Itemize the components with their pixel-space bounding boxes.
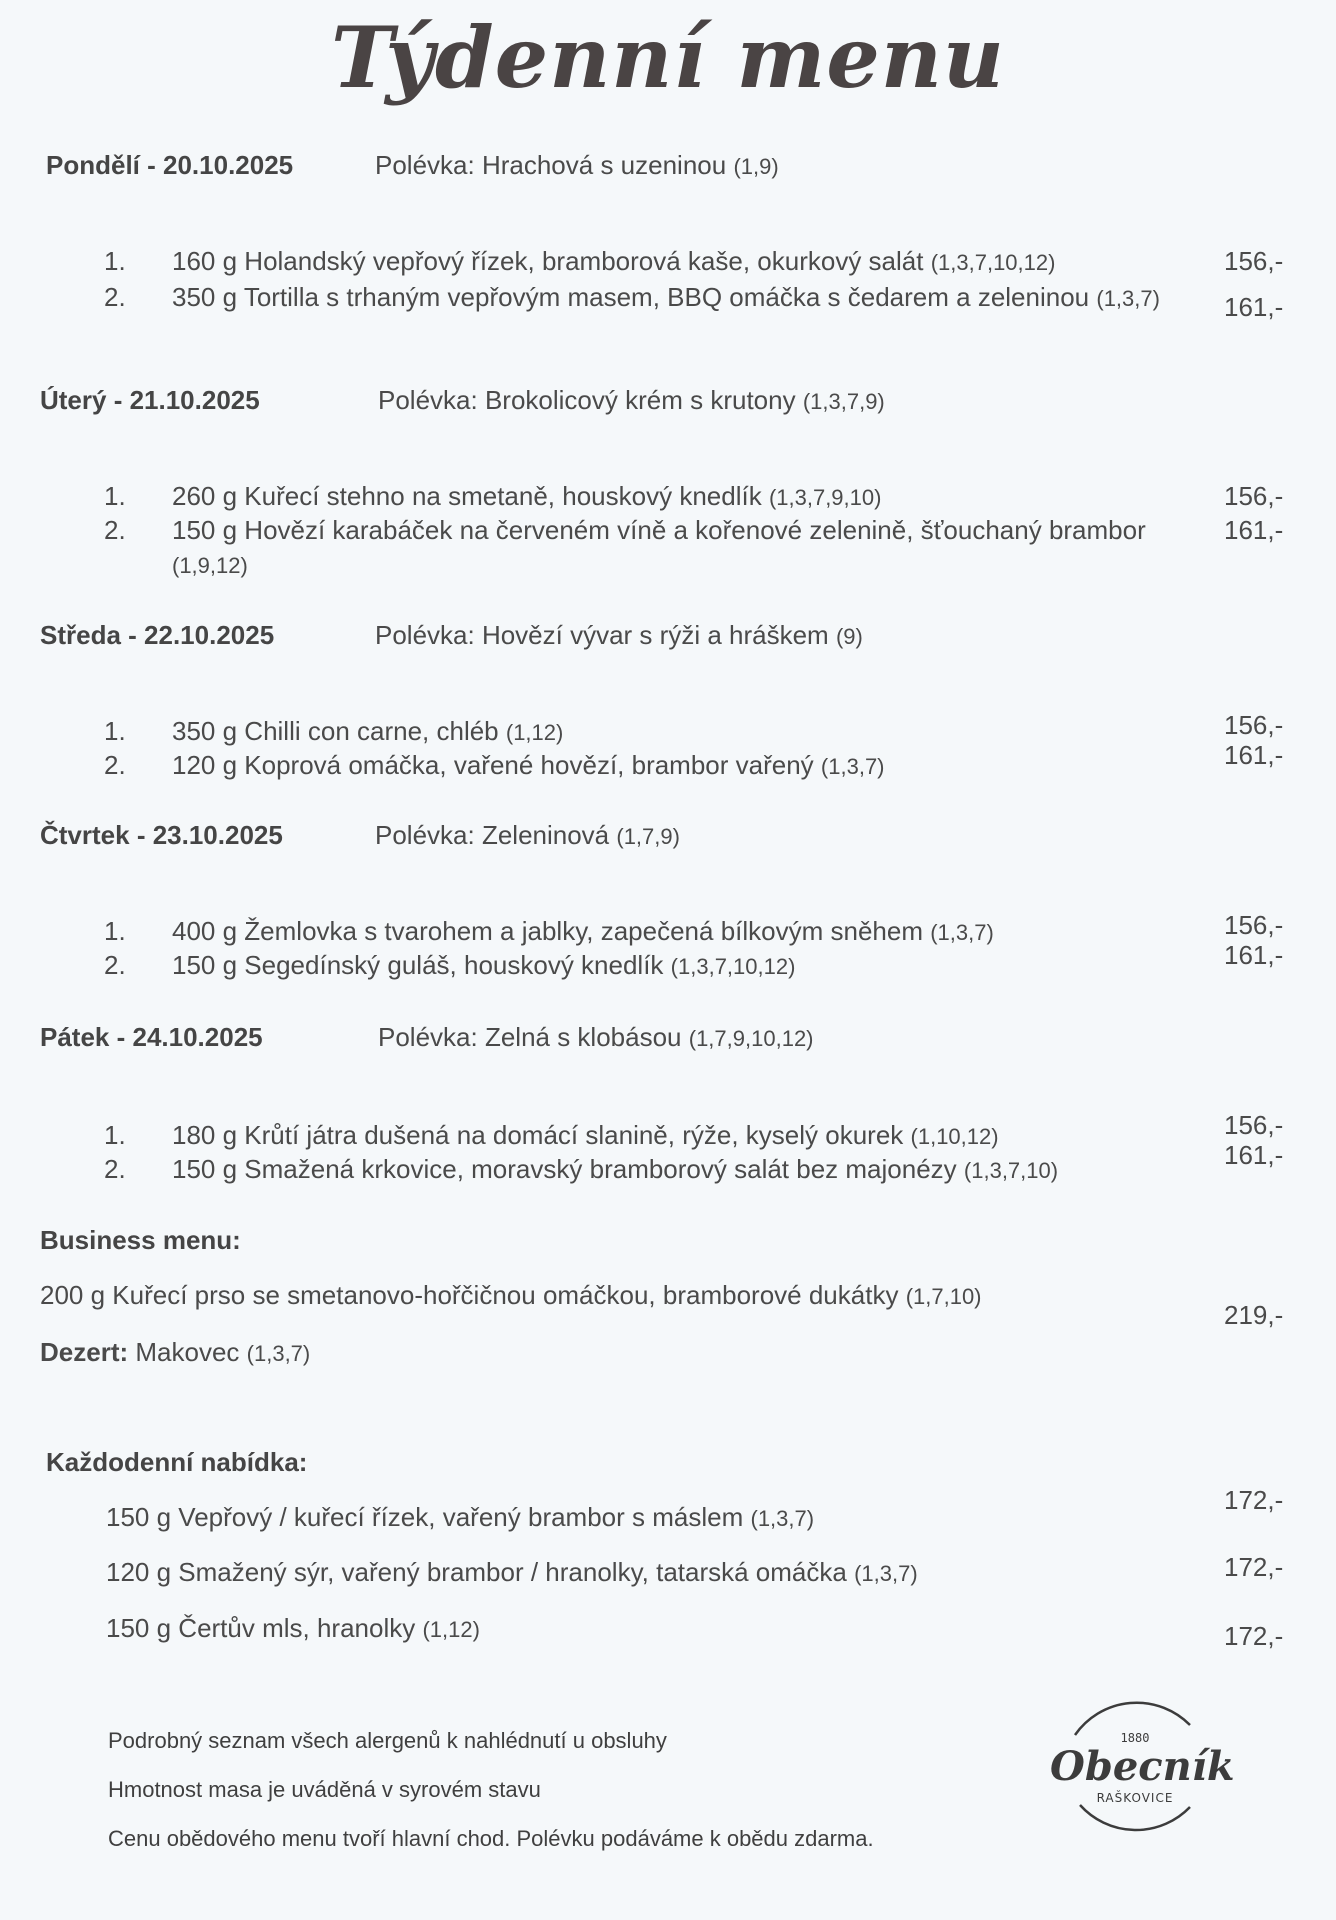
- dish-item: 1. 350 g Chilli con carne, chléb (1,12) 156,-: [104, 710, 1284, 746]
- day-monday: [0, 150, 1336, 322]
- business-price: 219,-: [1224, 1300, 1284, 1330]
- footer-note: Hmotnost masa je uváděná v syrovém stavu: [108, 1777, 541, 1802]
- daily-item: 120 g Smažený sýr, vařený brambor / hranolky, tatarská omáčka (1,3,7): [106, 1557, 918, 1587]
- business-dessert: Dezert: Makovec (1,3,7): [40, 1337, 311, 1367]
- logo-year: 1880: [1120, 1731, 1150, 1745]
- business-dish: 200 g Kuřecí prso se smetanovo-hořčičnou omáčkou, bramborové dukátky (1,7,10): [40, 1280, 982, 1310]
- price: 156,-: [1224, 1110, 1284, 1140]
- page-title: Týdenní menu: [330, 8, 1006, 107]
- footer-note: Podrobný seznam všech alergenů k nahlédnutí u obsluhy: [108, 1728, 667, 1753]
- price: 161,-: [1224, 1140, 1284, 1170]
- footer-note: Cenu obědového menu tvoří hlavní chod. Polévku podáváme k obědu zdarma.: [108, 1826, 874, 1851]
- price: 156,-: [1224, 910, 1284, 940]
- price: 161,-: [1224, 515, 1284, 545]
- dish-item: 2. 350 g Tortilla s trhaným vepřovým masem, BBQ omáčka s čedarem a zeleninou (1,3,7) 161,-: [104, 282, 1284, 322]
- dish-item: 2. 150 g Segedínský guláš, houskový knedlík (1,3,7,10,12) 161,-: [104, 940, 1284, 980]
- day-name: Pátek - 24.10.2025: [40, 1022, 263, 1052]
- price: 172,-: [1224, 1485, 1284, 1515]
- day-friday: [0, 1022, 1336, 1184]
- day-name: Úterý - 21.10.2025: [40, 385, 260, 415]
- price: 172,-: [1224, 1552, 1284, 1582]
- daily-item: 150 g Čertův mls, hranolky (1,12): [106, 1613, 480, 1643]
- price: 161,-: [1224, 740, 1284, 770]
- daily-heading: Každodenní nabídka:: [46, 1447, 308, 1477]
- dish-item: 1. 180 g Krůtí játra dušená na domácí slanině, rýže, kyselý okurek (1,10,12) 156,-: [104, 1110, 1284, 1150]
- price: 156,-: [1224, 481, 1284, 511]
- day-tuesday: [0, 385, 1336, 578]
- soup: Polévka: Zelná s klobásou (1,7,9,10,12): [378, 1022, 814, 1052]
- dish-item: 2. 150 g Smažená krkovice, moravský bramborový salát bez majonézy (1,3,7,10) 161,-: [104, 1140, 1284, 1184]
- day-name: Středa - 22.10.2025: [40, 620, 275, 650]
- soup: Polévka: Zeleninová (1,7,9): [375, 820, 680, 850]
- dish-item: 1. 260 g Kuřecí stehno na smetaně, houskový knedlík (1,3,7,9,10) 156,-: [104, 481, 1284, 511]
- restaurant-logo: [1050, 1695, 1235, 1835]
- dish-item: 2. 150 g Hovězí karabáček na červeném víně a kořenové zelenině, šťouchaný brambor (1,9,12) 161,-: [104, 515, 1284, 578]
- dish-item: 1. 400 g Žemlovka s tvarohem a jablky, zapečená bílkovým sněhem (1,3,7) 156,-: [104, 910, 1284, 946]
- price: 156,-: [1224, 710, 1284, 740]
- price: 161,-: [1224, 292, 1284, 322]
- logo-name: Obecník: [1050, 1743, 1235, 1790]
- price: 172,-: [1224, 1621, 1284, 1651]
- price: 156,-: [1224, 246, 1284, 276]
- daily-item: 150 g Vepřový / kuřecí řízek, vařený brambor s máslem (1,3,7): [106, 1502, 815, 1532]
- dish-item: 2. 120 g Koprová omáčka, vařené hovězí, brambor vařený (1,3,7) 161,-: [104, 740, 1284, 780]
- day-name: Čtvrtek - 23.10.2025: [40, 820, 283, 850]
- day-thursday: [0, 820, 1336, 980]
- price: 161,-: [1224, 940, 1284, 970]
- dish-item: 1. 160 g Holandský vepřový řízek, bramborová kaše, okurkový salát (1,3,7,10,12) 156,-: [104, 246, 1284, 276]
- soup: Polévka: Hrachová s uzeninou (1,9): [375, 150, 779, 180]
- business-heading: Business menu:: [40, 1225, 241, 1255]
- day-wednesday: [0, 620, 1336, 780]
- soup: Polévka: Hovězí vývar s rýži a hráškem (9): [375, 620, 863, 650]
- soup: Polévka: Brokolicový krém s krutony (1,3,7,9): [378, 385, 885, 415]
- logo-place: RAŠKOVICE: [1096, 1791, 1174, 1805]
- day-name: Pondělí - 20.10.2025: [46, 150, 294, 180]
